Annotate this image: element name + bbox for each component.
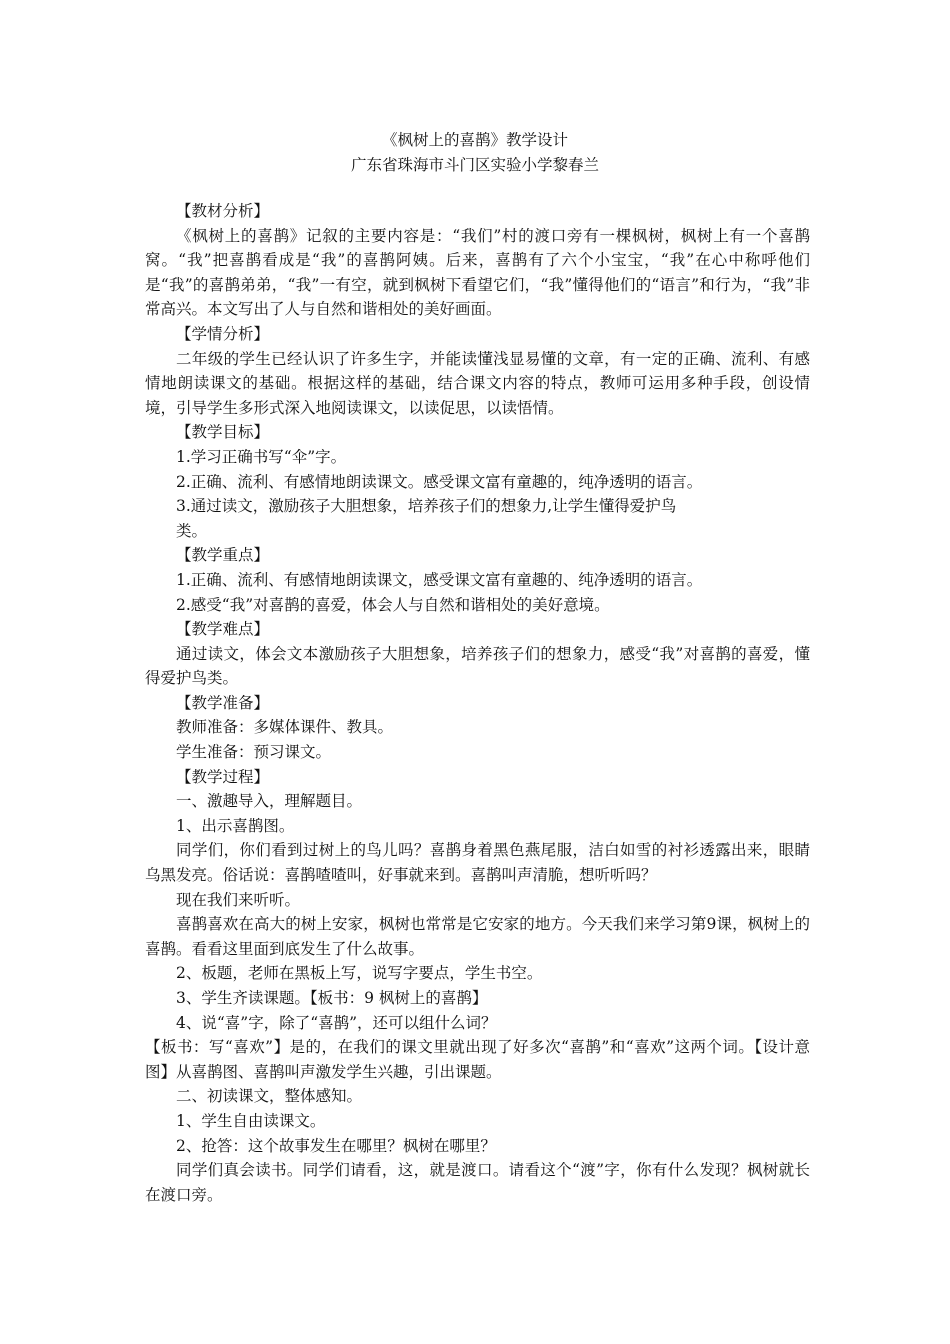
paragraph: 【教材分析】 <box>176 202 270 220</box>
paragraph: 3.通过读文，激励孩子大胆想象，培养孩子们的想象力,让学生懂得爱护鸟 <box>176 497 677 516</box>
paragraph: 二年级的学生已经认识了许多生字，并能读懂浅显易懂的文章，有一定的正确、流利、有感情地朗读课文的基础。根据这样的基础，结合课文内容的特点，教师可运用多种手段，创设情境，引导学生多形式深入地阅读课文，以读促思，以读悟情。 <box>145 349 810 417</box>
paragraph: 【教学目标】 <box>176 423 270 442</box>
paragraph: 2.正确、流利、有感情地朗读课文。感受课文富有童趣的，纯净透明的语言。 <box>176 472 703 491</box>
document-author: 广东省珠海市斗门区实验小学黎春兰 <box>350 156 599 174</box>
paragraph: 现在我们来听听。 <box>176 890 301 909</box>
paragraph: 教师准备：多媒体课件、教具。 <box>176 718 394 737</box>
paragraph: 3、学生齐读课题。【板书：9 枫树上的喜鹊】 <box>176 989 488 1007</box>
paragraph: 二、初读课文，整体感知。 <box>176 1087 363 1106</box>
paragraph: 2、抢答：这个故事发生在哪里？枫树在哪里？ <box>176 1136 496 1155</box>
paragraph: 【教学重点】 <box>176 546 270 565</box>
paragraph: 2.感受“我”对喜鹊的喜爱，体会人与自然和谐相处的美好意境。 <box>176 595 610 614</box>
paragraph: 2、板题，老师在黑板上写，说写字要点，学生书空。 <box>176 964 543 983</box>
paragraph: 1.正确、流利、有感情地朗读课文，感受课文富有童趣的、纯净透明的语言。 <box>176 570 703 589</box>
paragraph: 【教学难点】 <box>176 620 270 639</box>
paragraph: 1、学生自由读课文。 <box>176 1111 326 1130</box>
paragraph: 4、说“喜”字，除了“喜鹊”，还可以组什么词？ <box>176 1013 497 1032</box>
title-block <box>0 128 950 178</box>
paragraph: 同学们，你们看到过树上的鸟儿吗？喜鹊身着黑色燕尾服，洁白如雪的衬衫透露出来，眼睛乌黑发亮。俗话说：喜鹊喳喳叫，好事就来到。喜鹊叫声清脆，想听听吗？ <box>145 841 810 885</box>
paragraph: 1、出示喜鹊图。 <box>176 816 295 835</box>
paragraph: 同学们真会读书。同学们请看，这，就是渡口。请看这个“渡”字，你有什么发现？枫树就长在渡口旁。 <box>145 1161 810 1204</box>
document-title: 《枫树上的喜鹊》教学设计 <box>381 131 568 149</box>
paragraph: 通过读文，体会文本激励孩子大胆想象，培养孩子们的想象力，感受“我”对喜鹊的喜爱，懂得爱护鸟类。 <box>145 644 810 688</box>
paragraph: 【学情分析】 <box>176 324 270 343</box>
paragraph: 【板书：写“喜欢”】是的，在我们的课文里就出现了好多次“喜鹊”和“喜欢”这两个词。【设计意图】从喜鹊图、喜鹊叫声激发学生兴趣，引出课题。 <box>145 1038 810 1081</box>
document-body <box>145 199 810 1207</box>
paragraph: 1.学习正确书写“伞”字。 <box>176 447 347 466</box>
paragraph: 【教学过程】 <box>176 767 270 786</box>
paragraph: 【教学准备】 <box>176 693 270 712</box>
paragraph: 一、激趣导入，理解题目。 <box>176 792 363 811</box>
paragraph: 《枫树上的喜鹊》记叙的主要内容是：“我们”村的渡口旁有一棵枫树，枫树上有一个喜鹊窝。“我”把喜鹊看成是“我”的喜鹊阿姨。后来，喜鹊有了六个小宝宝，“我”在心中称呼他们是“我”的喜鹊弟弟，“我”一有空，就到枫树下看望它们，“我”懂得他们的“语言”和行为，“我”非常高兴。本文写出了人与自然和谐相处的美好画面。 <box>145 226 810 319</box>
paragraph: 学生准备：预习课文。 <box>176 743 332 762</box>
paragraph: 喜鹊喜欢在高大的树上安家，枫树也常常是它安家的地方。今天我们来学习第9课，枫树上的喜鹊。看看这里面到底发生了什么故事。 <box>145 915 810 958</box>
paragraph: 类。 <box>176 521 208 540</box>
